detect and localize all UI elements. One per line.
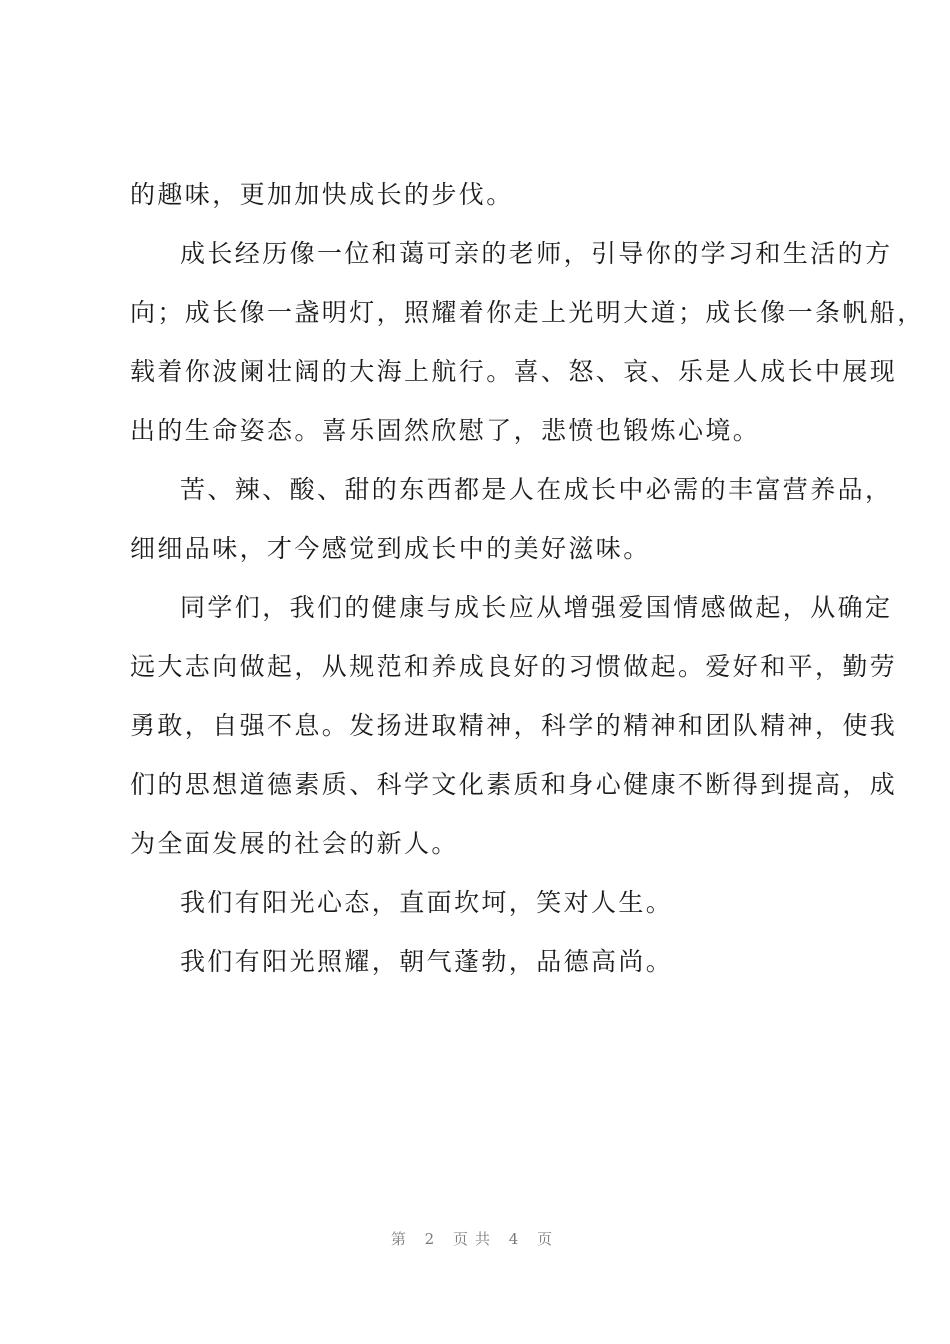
- text-line: 向；成长像一盏明灯，照耀着你走上光明大道；成长像一条帆船，: [130, 298, 925, 327]
- text-line: 们的思想道德素质、科学文化素质和身心健康不断得到提高，成: [130, 770, 898, 799]
- page-number-footer: 第 2 页共 4 页: [390, 1230, 560, 1248]
- text-line: 我们有阳光照耀，朝气蓬勃，品德高尚。: [180, 947, 674, 976]
- text-line: 同学们，我们的健康与成长应从增强爱国情感做起，从确定: [180, 593, 893, 622]
- text-line: 远大志向做起，从规范和养成良好的习惯做起。爱好和平，勤劳: [130, 652, 898, 681]
- text-line: 苦、辣、酸、甜的东西都是人在成长中必需的丰富营养品，: [180, 475, 893, 504]
- text-line: 我们有阳光心态，直面坎坷，笑对人生。: [180, 888, 674, 917]
- text-line: 成长经历像一位和蔼可亲的老师，引导你的学习和生活的方: [180, 239, 893, 268]
- text-line: 细细品味，才今感觉到成长中的美好滋味。: [130, 534, 651, 563]
- text-line: 的趣味，更加加快成长的步伐。: [130, 180, 514, 209]
- text-line: 勇敢，自强不息。发扬进取精神，科学的精神和团队精神，使我: [130, 711, 898, 740]
- text-line: 载着你波阑壮阔的大海上航行。喜、怒、哀、乐是人成长中展现: [130, 357, 898, 386]
- text-line: 为全面发展的社会的新人。: [130, 829, 459, 858]
- text-line: 出的生命姿态。喜乐固然欣慰了，悲愤也锻炼心境。: [130, 416, 761, 445]
- body-text: [130, 172, 925, 998]
